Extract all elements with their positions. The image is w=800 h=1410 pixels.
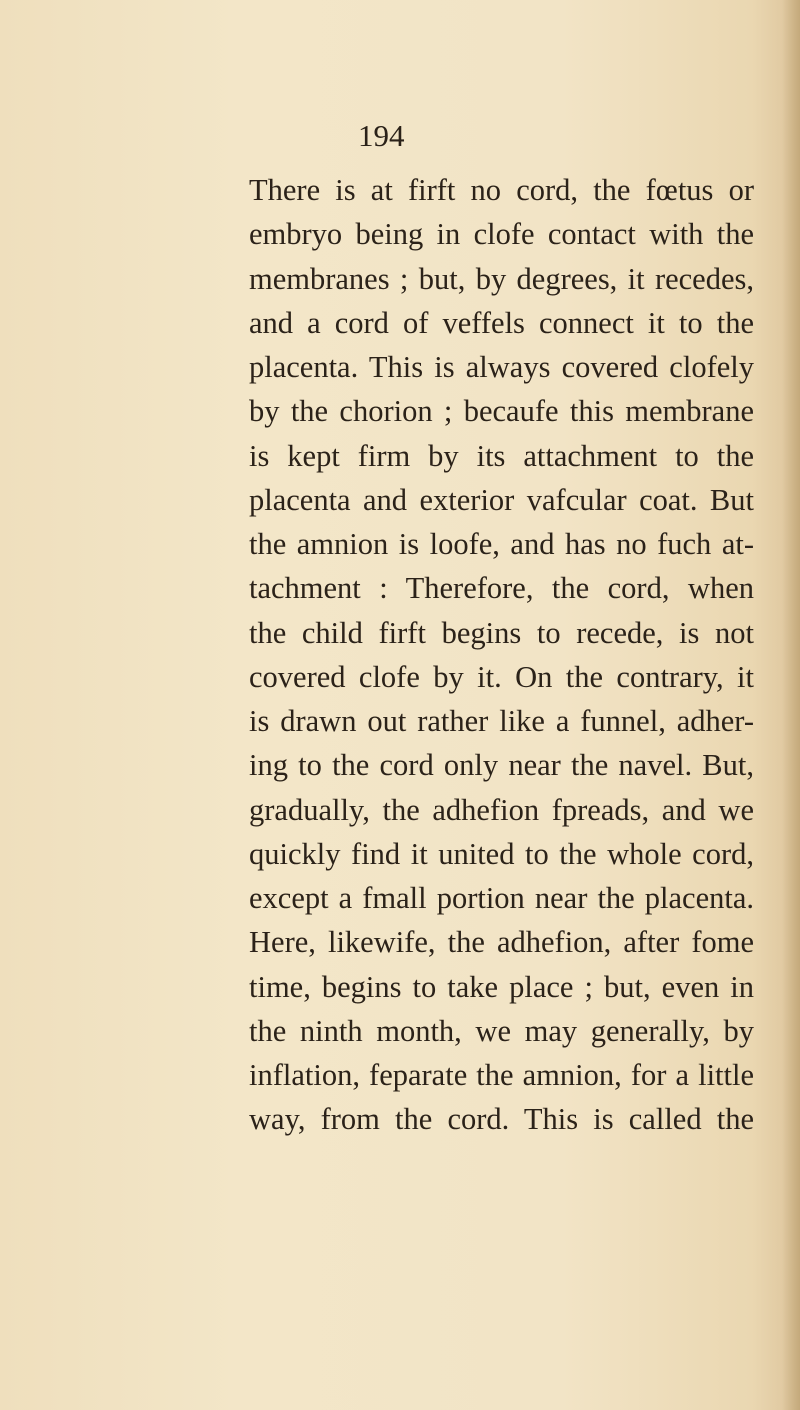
page-number: 194 [358, 118, 405, 153]
text-line: inflation, feparate the amnion, for a little [249, 1058, 754, 1092]
text-line: ing to the cord only near the navel. But, [249, 748, 754, 783]
text-line: time, begins to take place ; but, even in [249, 969, 754, 1004]
text-line: and a cord of veffels connect it to the [249, 305, 754, 340]
text-line: Here, likewife, the adhefion, after fome [249, 925, 754, 960]
text-line: embryo being in clofe contact with the [249, 217, 754, 252]
body-text [249, 168, 754, 1142]
text-line: placenta and exterior vafcular coat. But [249, 482, 754, 517]
text-line: way, from the cord. This is called the [249, 1102, 754, 1137]
text-line: is drawn out rather like a funnel, adher- [249, 704, 754, 738]
text-line: tachment : Therefore, the cord, when [249, 571, 754, 606]
text-line: placenta. This is always covered clofely [249, 350, 754, 384]
text-line: membranes ; but, by degrees, it recedes, [249, 261, 754, 296]
text-line: There is at firft no cord, the fœtus or [249, 173, 754, 207]
text-line: except a fmall portion near the placenta. [249, 881, 754, 915]
text-line: gradually, the adhefion fpreads, and we [249, 792, 754, 827]
text-line: the ninth month, we may generally, by [249, 1013, 754, 1048]
text-line: quickly find it united to the whole cord, [249, 836, 754, 871]
text-line: the amnion is loofe, and has no fuch at- [249, 527, 754, 561]
text-line: covered clofe by it. On the contrary, it [249, 659, 754, 694]
page-edge-shadow [782, 0, 800, 1410]
text-line: is kept firm by its attachment to the [249, 438, 754, 473]
text-line: the child firft begins to recede, is not [249, 615, 754, 650]
text-line: by the chorion ; becaufe this membrane [249, 394, 754, 429]
